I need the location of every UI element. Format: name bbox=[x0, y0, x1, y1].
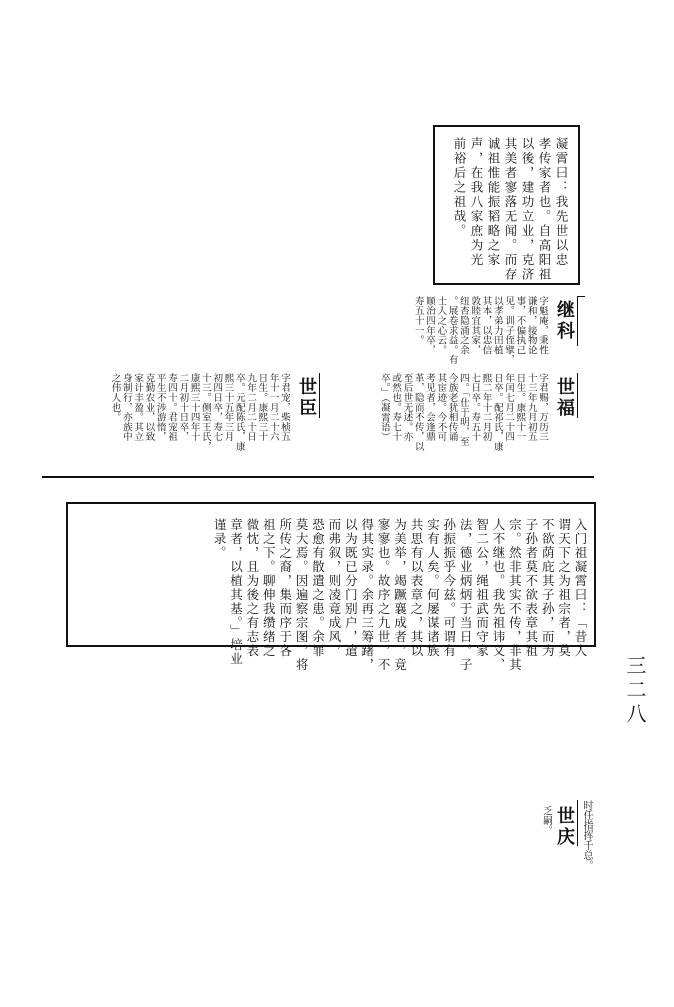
jike-bracket-top bbox=[577, 296, 585, 297]
shifu-name: 世福 bbox=[554, 377, 575, 419]
bottom-quote-text: 入门祖凝霄曰：「昔人 谓天下之为祖宗者，莫 不欲荫庇其子孙，而为 子孙者莫不欲表章其祖 宗。然非其实不传，非其 人不继也。我先祖讳义、 智二公，绳祖武而守家 法，德业炳炳于当日。子 孙振振乎今兹。可谓有 实有人矣。何屡谋诸族 共思有以表章之，其以 为美举，竭蹶襄成者，竟 寥寥也。故序之九世，不 得其实录。余再三筹躇， 以为既已分门别户，遣 而弗叙，则凌竟成风， 恐愈有散遣之患。余罪 莫大焉。因遍察宗图，将 所传之裔，集而序于各 祖之下。聊伸我缵绪之 微忱，且为後之有志表 章者，以植其基。」培业 谨录。 bbox=[212, 518, 588, 672]
shichen-bracket-line bbox=[319, 373, 320, 418]
jike-name: 继科 bbox=[554, 300, 575, 342]
shifu-biography: 字君赐，万历三 十三年九月初五 日生。康熙十一 年闰七月二十四 日卒。配祁氏，康 熙二年十二月初 七日卒。寿五十 四。「仕于明，至 今族老犹相传诵 其宦迹。今不可 考见者，会逢鼎 革，隐而不传，以 至后世无述。亦 或然也。寿七十 卒。」（凝霄语） bbox=[378, 373, 548, 452]
shichen-biography: 字君宠，柴桢五 年十一月二十六 日生。康熙三十 九年二月二十日 卒。元配陈氏，康 熙三十五年三月 初四日卒，寿七 十三。侧室王氏， 康熙三十四年十 二月初十日卒， 寿四十。君宠祖 平生不涉游惰， 克勤农业，以致 家计丰盈。其立 身制行，亦族中 之伟人也。 bbox=[109, 373, 290, 452]
shichen-name: 世臣 bbox=[296, 377, 317, 419]
shiqing-note: 时任指挥千总。 bbox=[581, 800, 592, 870]
top-quote-text: 凝霄曰：我先世以忠 孝传家者也。自高阳祖 以後，建功立业，克济 其美者寥落无闻。而存 诚祖惟能振韬略之家 声，在我八家庶为光 前裕后之祖哉。 bbox=[452, 137, 569, 282]
shiqing-note-heirless: 乏嗣。 bbox=[541, 806, 552, 835]
shiqing-bracket-line bbox=[577, 800, 578, 846]
section-divider bbox=[42, 476, 594, 478]
shiqing-name: 世庆 bbox=[554, 806, 575, 848]
jike-biography: 字魁庵，秉性 谦和，接物论 事，不偏执己 见。训子侄擘， 以孝弟力田植 其本，以忠信 敦睦宜其家， 纽杏隐涌之余 。展卷求益。有 士人之心云。 顺治四年卒， 寿五十一。 bbox=[412, 296, 548, 365]
top-quote-box bbox=[433, 125, 580, 285]
page-number: 三二八 bbox=[623, 655, 647, 727]
shifu-bracket-line bbox=[577, 373, 578, 418]
bottom-quote-box bbox=[66, 502, 596, 672]
jike-bracket-line bbox=[577, 296, 578, 346]
